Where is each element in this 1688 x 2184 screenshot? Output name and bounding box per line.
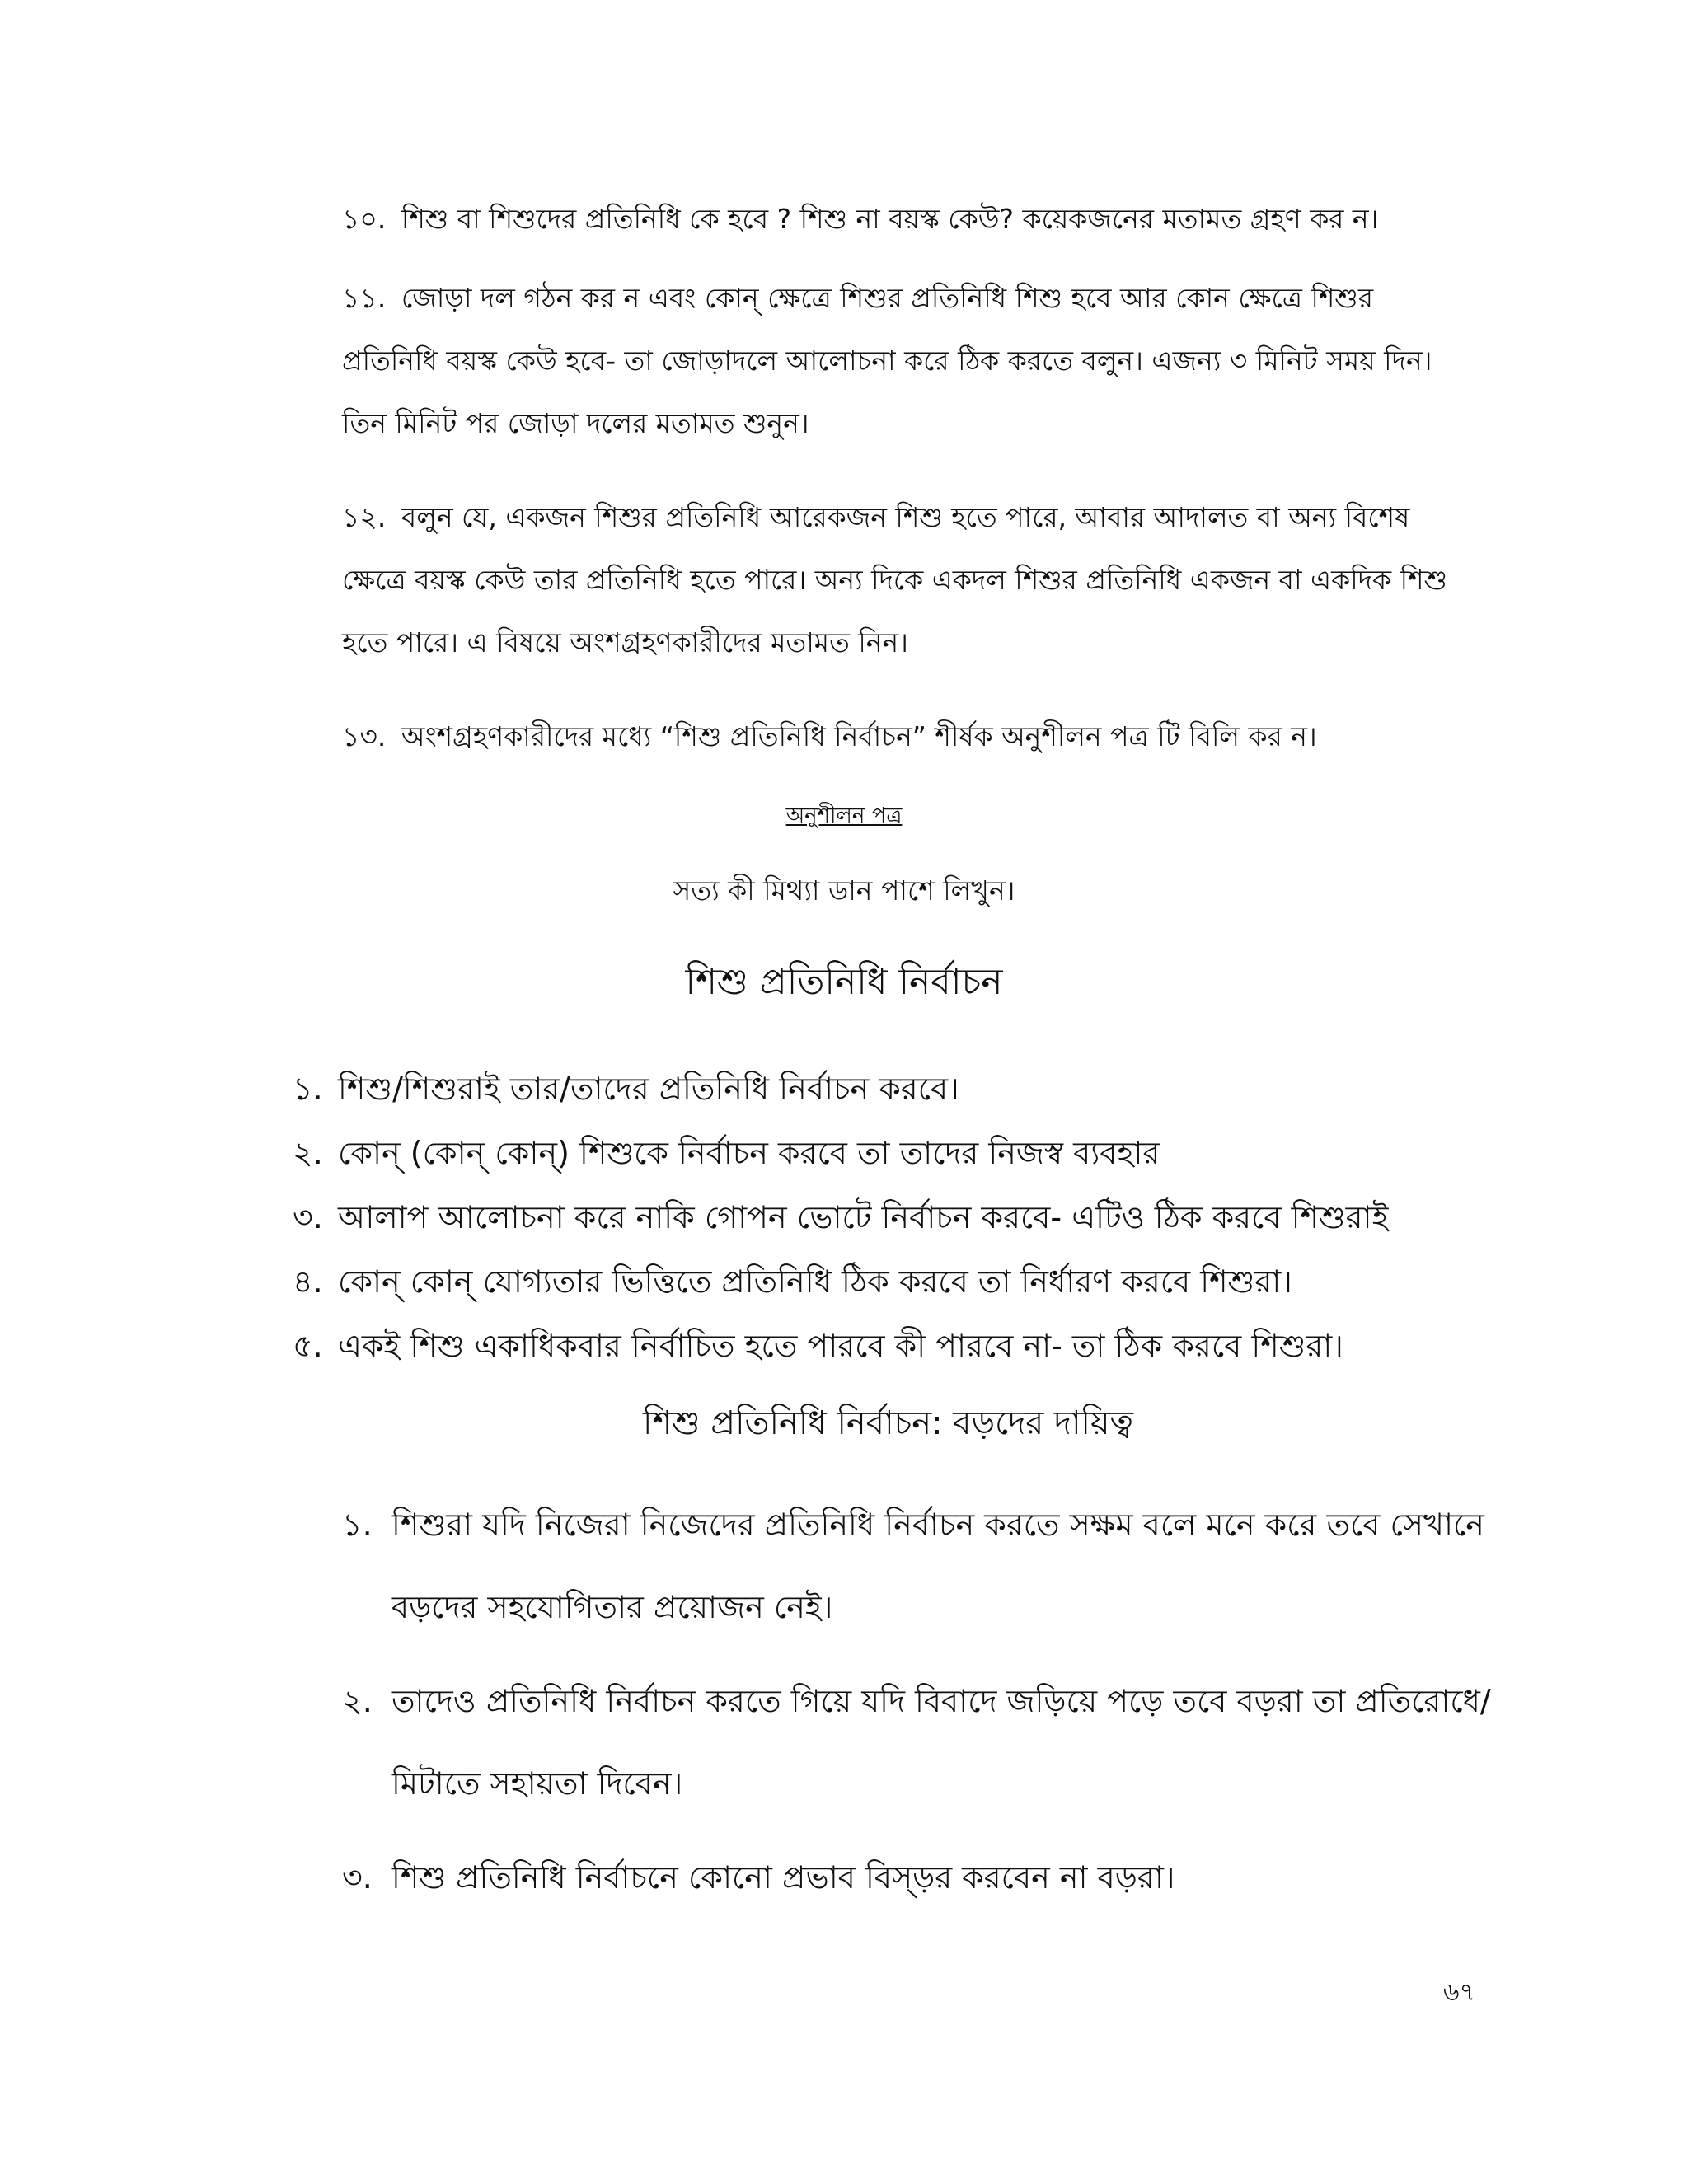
item-text: কোন্ (কোন্ কোন্) শিশুকে নির্বাচন করবে তা তাদের নিজস্ব ব্যবহার	[338, 1135, 1160, 1171]
step-text: জোড়া দল গঠন কর ন এবং কোন্ ক্ষেত্রে শিশুর প্রতিনিধি শিশু হবে আর কোন ক্ষেত্রে শিশুর প্রতিনিধি বয়স্ক কেউ হবে- তা জোড়াদলে আলোচনা করে ঠিক করতে বলুন। এজন্য ৩ মিনিট সময় দিন। তিন মিনিট পর জোড়া দলের মতামত শুনুন।	[342, 282, 1432, 439]
step-11	[342, 267, 1463, 455]
step-12	[342, 486, 1463, 674]
item-text: শিশু প্রতিনিধি নির্বাচনে কোনো প্রভাব বিস্ড়র করবেন না বড়রা।	[392, 1859, 1175, 1896]
item-text: তাদেও প্রতিনিধি নির্বাচন করতে গিয়ে যদি বিবাদে জড়িয়ে পড়ে তবে বড়রা তা প্রতিরোধে/মিটাতে সহায়তা দিবেন।	[392, 1683, 1491, 1802]
responsibility-title: শিশু প্রতিনিধি নির্বাচন: বড়দের দায়িত্ব	[643, 1404, 1133, 1442]
step-10	[342, 188, 1463, 251]
step-text: বলুন যে, একজন শিশুর প্রতিনিধি আরেকজন শিশু হতে পারে, আবার আদালত বা অন্য বিশেষ ক্ষেত্রে বয়স্ক কেউ তার প্রতিনিধি হতে পারে। অন্য দিকে একদল শিশুর প্রতিনিধি একজন বা একদিক শিশু হতে পারে। এ বিষয়ে অংশগ্রহণকারীদের মতামত নিন।	[342, 501, 1447, 658]
item-text: কোন্ কোন্ যোগ্যতার ভিত্তিতে প্রতিনিধি ঠিক করবে তা নির্ধারণ করবে শিশুরা।	[338, 1263, 1292, 1300]
item-number: ৩.	[293, 1199, 323, 1235]
list-item	[293, 1185, 1529, 1249]
item-number: ২.	[342, 1683, 373, 1719]
item-number: ১.	[342, 1507, 373, 1543]
step-number: ১৩.	[342, 720, 387, 752]
worksheet-title: শিশু প্রতিনিধি নির্বাচন	[685, 961, 1003, 1003]
page-number: ৬৭	[1442, 1978, 1475, 2007]
step-13	[342, 705, 1463, 768]
worksheet-label: অনুশীলন পত্র	[785, 804, 903, 828]
item-number: ২.	[293, 1135, 323, 1171]
item-text: একই শিশু একাধিকবার নির্বাচিত হতে পারবে কী পারবে না- তা ঠিক করবে শিশুরা।	[338, 1328, 1343, 1364]
list-item	[293, 1121, 1529, 1185]
item-number: ১.	[293, 1071, 323, 1107]
list-item	[293, 1057, 1529, 1121]
list-item	[342, 1836, 1496, 1919]
step-number: ১০.	[342, 203, 387, 235]
worksheet-instruction: সত্য কী মিথ্যা ডান পাশে লিখুন।	[673, 874, 1015, 907]
item-number: ৫.	[293, 1328, 323, 1364]
list-item	[342, 1660, 1496, 1825]
step-number: ১২.	[342, 501, 387, 533]
step-text: অংশগ্রহণকারীদের মধ্যে “শিশু প্রতিনিধি নির্বাচন” শীর্ষক অনুশীলন পত্র টি বিলি কর ন।	[401, 720, 1317, 752]
list-item	[342, 1483, 1496, 1648]
item-text: আলাপ আলোচনা করে নাকি গোপন ভোটে নির্বাচন করবে- এটিও ঠিক করবে শিশুরাই	[338, 1199, 1389, 1235]
step-text: শিশু বা শিশুদের প্রতিনিধি কে হবে ? শিশু না বয়স্ক কেউ? কয়েকজনের মতামত গ্রহণ কর ন।	[401, 203, 1379, 235]
worksheet-statement-list	[293, 1057, 1529, 1378]
item-number: ৪.	[293, 1263, 323, 1300]
list-item	[293, 1249, 1529, 1314]
item-text: শিশু/শিশুরাই তার/তাদের প্রতিনিধি নির্বাচন করবে।	[338, 1071, 959, 1107]
step-number: ১১.	[342, 282, 387, 314]
list-item	[293, 1314, 1529, 1378]
item-text: শিশুরা যদি নিজেরা নিজেদের প্রতিনিধি নির্বাচন করতে সক্ষম বলে মনে করে তবে সেখানে বড়দের সহযোগিতার প্রয়োজন নেই।	[392, 1507, 1484, 1625]
responsibility-list	[342, 1483, 1496, 1930]
item-number: ৩.	[342, 1859, 373, 1896]
